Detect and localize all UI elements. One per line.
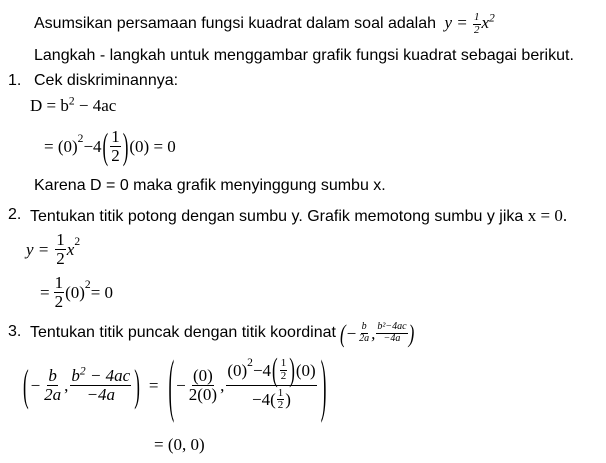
step1-conclusion: Karena D = 0 maka grafik menyinggung sumbu x.	[34, 177, 386, 194]
step2-title: Tentukan titik potong dengan sumbu y. Grafik memotong sumbu y jika x = 0.	[30, 206, 568, 225]
step3-number: 3.	[8, 323, 22, 340]
step1-discriminant-formula: $D = b^2 - 4ac$	[30, 94, 117, 115]
step2-sub-fraction: $\frac{1}{2}$	[54, 272, 64, 311]
step3-result: = (0, 0)	[154, 435, 205, 454]
intro-text: Asumsikan persamaan fungsi kuadrat dalam soal adalah	[34, 14, 437, 32]
step3-big-fraction-1: $\frac{b}{2a}$	[44, 365, 62, 404]
step1-number: 1.	[8, 72, 22, 89]
step2-fraction: $\frac{1}{2}$	[56, 229, 65, 268]
intro-line	[34, 12, 495, 36]
step1-title: Cek diskriminannya:	[34, 72, 179, 89]
step1-discriminant-substitution: = (0) $^2$ −4 ( $\frac{1}{2}$ ) (0) = 0	[44, 125, 176, 167]
step2-number: 2.	[8, 206, 22, 223]
steps-intro: Langkah - langkah untuk menggambar grafik fungsi kuadrat sebagai berikut.	[34, 47, 574, 64]
intro-fraction: $\frac{1}{2}$	[474, 11, 480, 36]
step3-sub-fraction-1: $\frac{(0)}{2(0)}$	[188, 365, 218, 404]
step2-equation: y = $\frac{1}{2}$ x $^2$	[26, 229, 81, 268]
intro-equation: y = $\frac{1}{2}$ $x^2$	[444, 11, 495, 36]
step3-title: Tentukan titik puncak dengan titik koordinat ( − $\frac{b}{2a}$ , $\frac{\text{b²−4ac}}{-4a}$ )	[30, 318, 415, 348]
step3-big-fraction-2: $\frac{b^2 - 4ac}{-4a}$	[71, 364, 131, 404]
step3-vertex-substitution: ( − $\frac{b}{2a}$ , $\frac{b^2 - 4ac}{-4a}$ ) = ( − $\frac{(0)}{2(0)}$ , (0) $^2$ −4 ( $\frac{1}{2}$ ) (0) −4( $\frac{1}{2}$ ) )	[23, 346, 327, 424]
step2-substitution: = $\frac{1}{2}$ (0) $^2$ = 0	[40, 272, 114, 311]
step1-fraction: $\frac{1}{2}$	[111, 126, 120, 165]
step3-vertex-formula: ( − $\frac{b}{2a}$ , $\frac{\text{b²−4ac}}{-4a}$ )	[339, 318, 415, 348]
step3-sub-fraction-2: (0) $^2$ −4 ( $\frac{1}{2}$ ) (0) −4( $\frac{1}{2}$ )	[227, 351, 316, 412]
